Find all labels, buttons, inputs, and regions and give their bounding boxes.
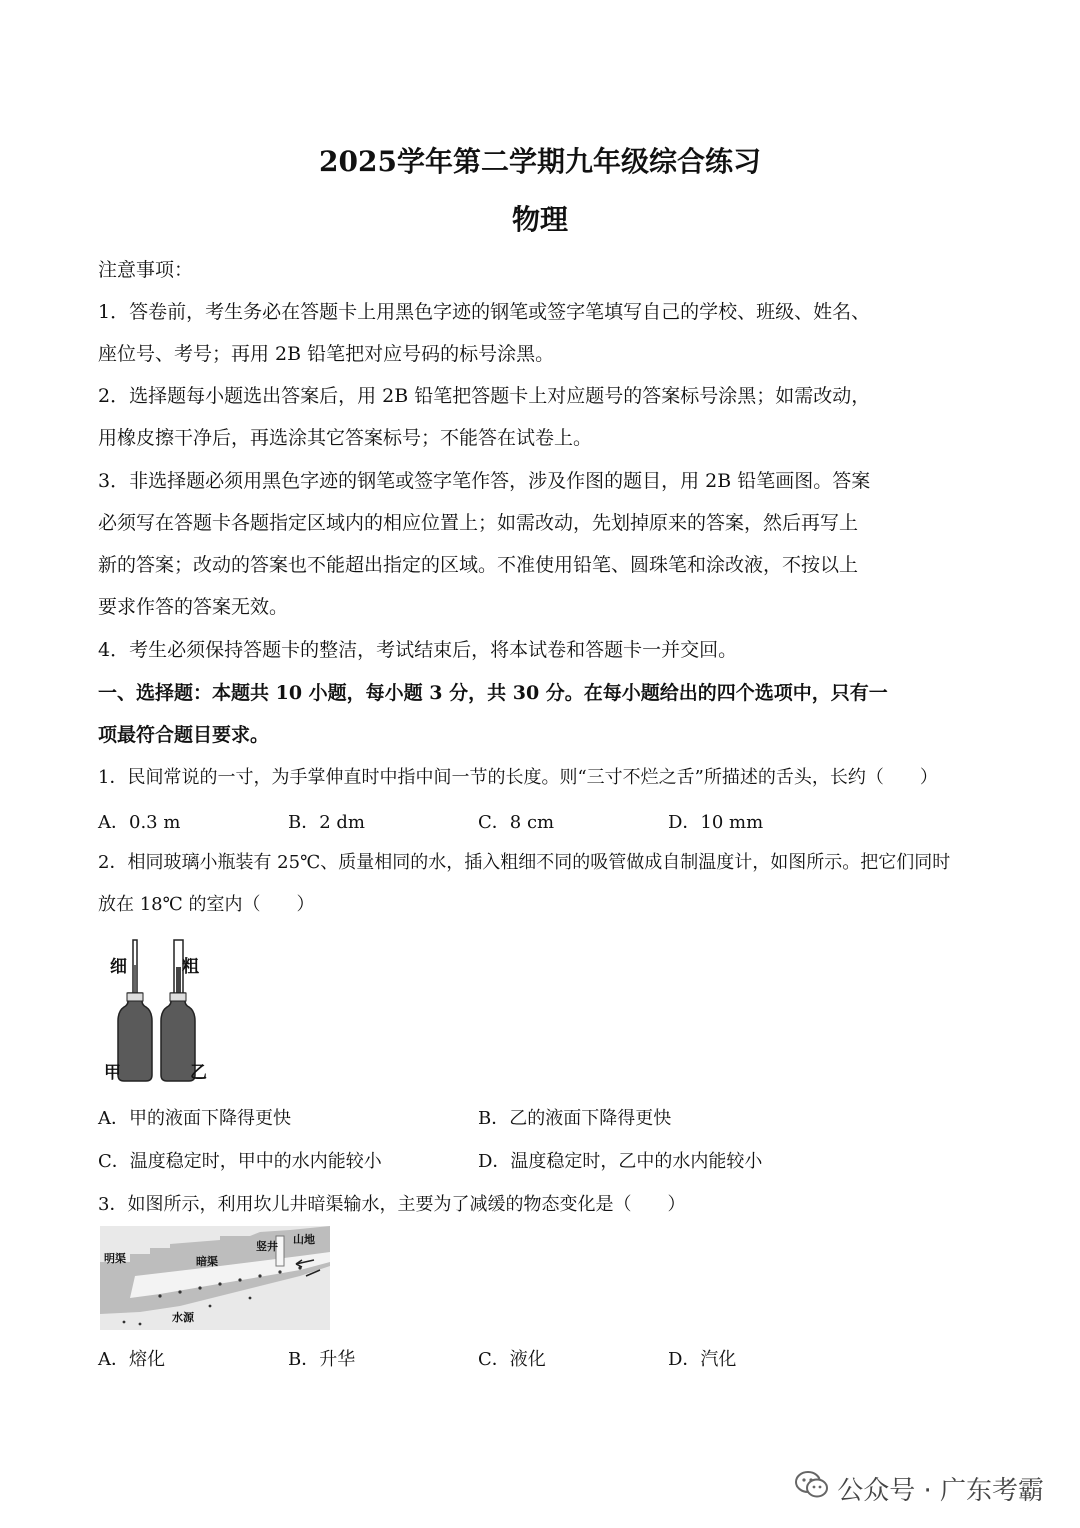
label-mountain: 山地 [293,1233,315,1246]
notice-line: 座位号、考号；再用 2B 铅笔把对应号码的标号涂黑。 [98,343,555,365]
q3-option-d: D．汽化 [668,1349,737,1370]
label-yi: 乙 [190,1063,207,1083]
q3-option-a: A．熔化 [98,1349,165,1370]
label-water-source: 水源 [172,1311,194,1324]
q2-option-c: C．温度稳定时，甲中的水内能较小 [98,1151,382,1172]
question-2-stem: 2．相同玻璃小瓶装有 25℃、质量相同的水，插入粗细不同的吸管做成自制温度计，如图所示。把它们同时 [98,852,951,873]
watermark [795,1470,1044,1507]
exam-title: 2025学年第二学期九年级综合练习 [319,145,761,178]
label-shaft: 竖井 [256,1240,278,1253]
notice-line: 必须写在答题卡各题指定区域内的相应位置上；如需改动，先划掉原来的答案，然后再写上 [98,512,859,534]
wechat-icon [795,1470,829,1507]
watermark-text: 公众号 · 广东考霸 [837,1476,1044,1506]
q2-option-d: D．温度稳定时，乙中的水内能较小 [478,1151,763,1172]
question-2-stem: 放在 18℃ 的室内（ ） [98,894,315,915]
q2-option-b: B．乙的液面下降得更快 [478,1108,672,1129]
q1-option-a: A．0.3 m [98,812,181,833]
label-thin: 细 [110,957,127,977]
section-heading: 一、选择题：本题共 10 小题，每小题 3 分，共 30 分。在每小题给出的四个选项中，只有一 [98,682,888,704]
q3-option-b: B．升华 [288,1349,356,1370]
notice-line: 1．答卷前，考生务必在答题卡上用黑色字迹的钢笔或签字笔填写自己的学校、班级、姓名、 [98,301,871,323]
notice-line: 用橡皮擦干净后，再选涂其它答案标号；不能答在试卷上。 [98,427,593,449]
notice-line: 3．非选择题必须用黑色字迹的钢笔或签字笔作答，涉及作图的题目，用 2B 铅笔画图。答案 [98,470,871,492]
notice-line: 4．考生必须保持答题卡的整洁，考试结束后，将本试卷和答题卡一并交回。 [98,639,738,661]
notice-heading: 注意事项： [98,259,194,281]
label-dark-channel: 暗渠 [196,1255,218,1268]
notice-line: 2．选择题每小题选出答案后，用 2B 铅笔把答题卡上对应题号的答案标号涂黑；如需改动， [98,385,871,407]
q3-option-c: C．液化 [478,1349,546,1370]
label-jia: 甲 [104,1063,121,1083]
q1-option-b: B．2 dm [288,812,365,833]
label-thick: 粗 [182,957,199,977]
q1-option-c: C．8 cm [478,812,555,833]
q2-option-a: A．甲的液面下降得更快 [98,1108,291,1129]
subject-title: 物理 [511,203,568,236]
notice-line: 要求作答的答案无效。 [98,596,289,618]
q1-option-d: D．10 mm [668,812,764,833]
question-3-stem: 3．如图所示，利用坎儿井暗渠输水，主要为了减缓的物态变化是（ ） [98,1194,686,1215]
notice-line: 新的答案；改动的答案也不能超出指定的区域。不准使用铅笔、圆珠笔和涂改液，不按以上 [98,554,859,576]
section-heading: 项最符合题目要求。 [98,724,270,746]
question-1-stem: 1．民间常说的一寸，为手掌伸直时中指中间一节的长度。则“三寸不烂之舌”所描述的舌头，长约（ ） [98,767,938,788]
label-open-channel: 明渠 [104,1252,126,1265]
